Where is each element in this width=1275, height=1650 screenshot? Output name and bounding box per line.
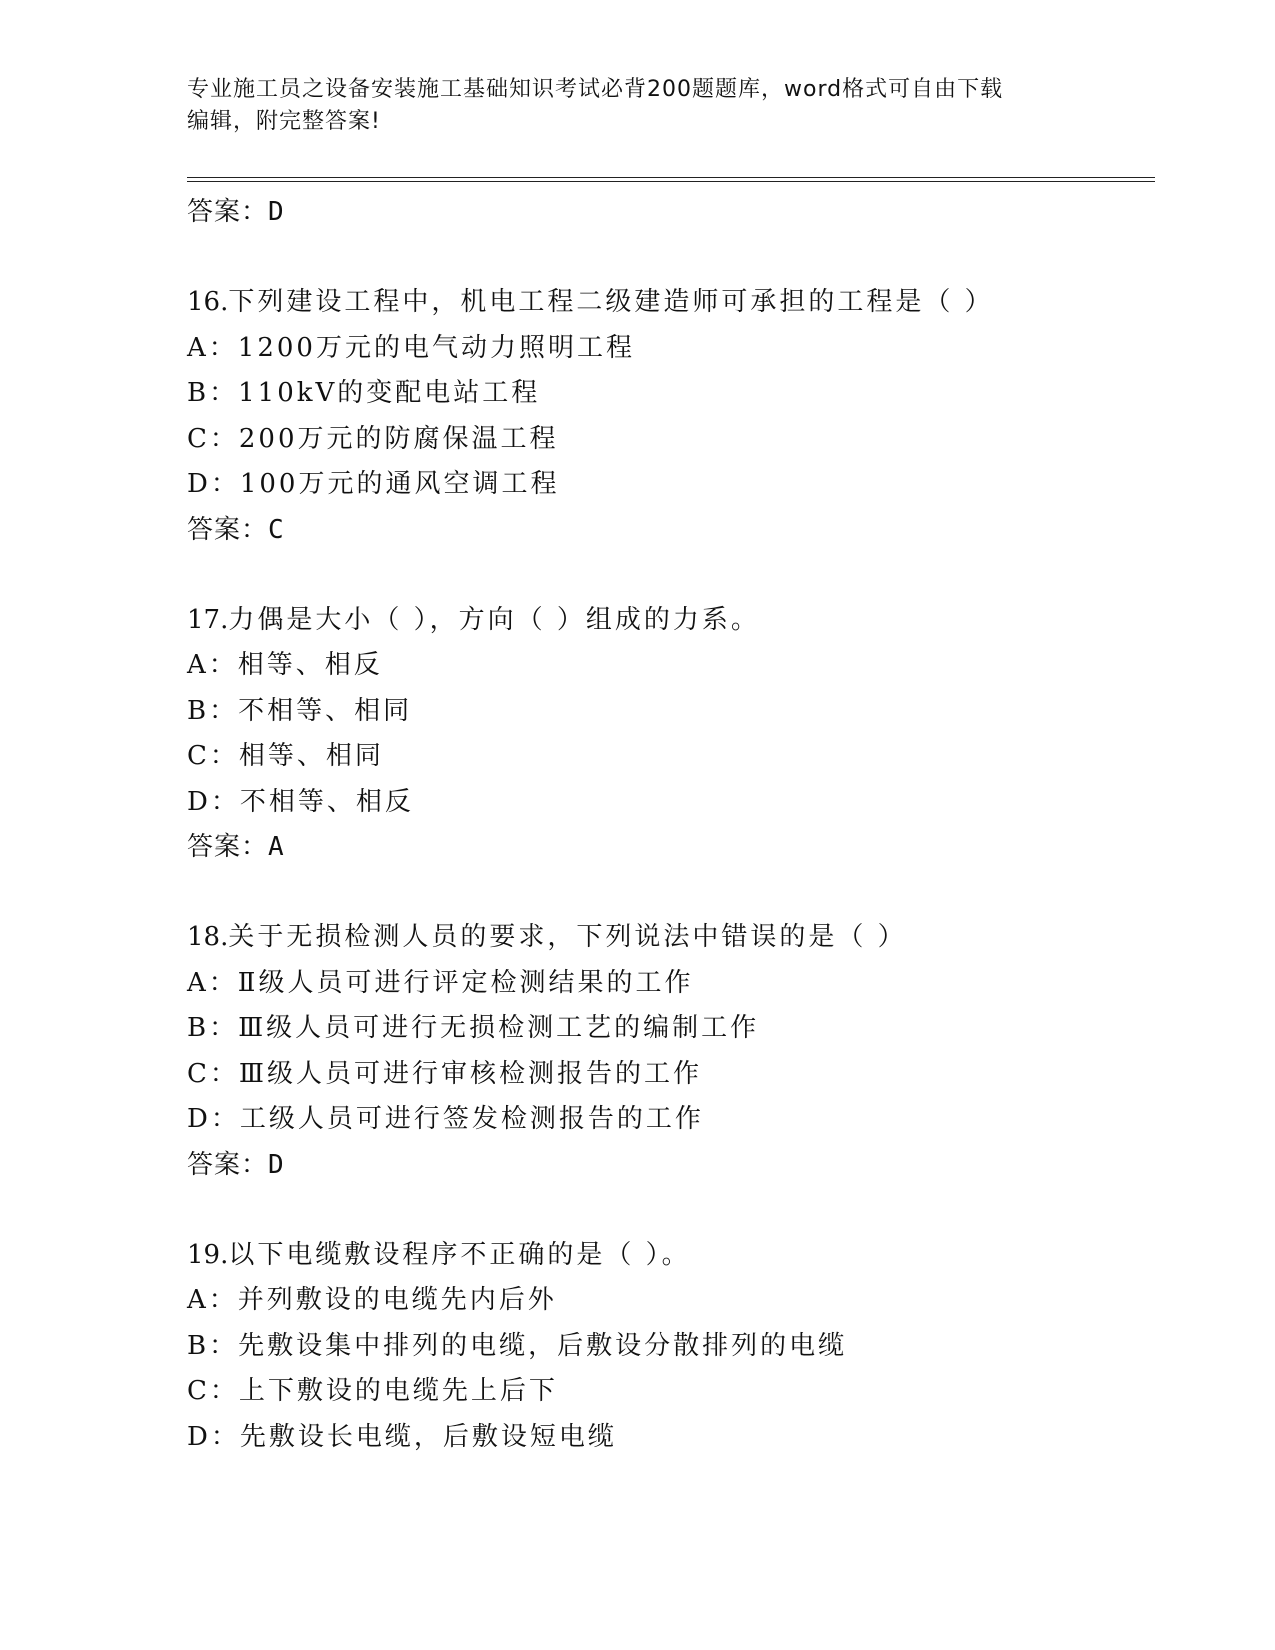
question-18 xyxy=(187,915,1155,1188)
option-b: B：110kV的变配电站工程 xyxy=(187,378,541,408)
answer-label: 答案： xyxy=(187,197,269,227)
option-b: B：Ⅲ级人员可进行无损检测工艺的编制工作 xyxy=(187,1013,760,1043)
option-c: C：200万元的防腐保温工程 xyxy=(187,423,559,454)
answer-line xyxy=(187,508,1155,553)
question-16 xyxy=(187,280,1155,553)
answer-label: 答案： xyxy=(187,1149,269,1180)
page-header xyxy=(187,74,1087,138)
question-text: 下列建设工程中，机电工程二级建造师可承担的工程是（ ） xyxy=(228,287,994,317)
document-body xyxy=(187,190,1155,1460)
answer-value: A xyxy=(268,832,285,862)
answer-label: 答案： xyxy=(187,832,269,862)
answer-value: D xyxy=(268,197,285,227)
option-a: A：Ⅱ级人员可进行评定检测结果的工作 xyxy=(187,967,694,998)
header-divider xyxy=(187,177,1155,182)
option-b: B：不相等、相同 xyxy=(187,695,413,726)
question-stem xyxy=(187,915,1155,961)
header-line-2: 编辑，附完整答案! xyxy=(187,109,381,134)
option-a: A：1200万元的电气动力照明工程 xyxy=(187,332,635,363)
option-a: A：并列敷设的电缆先内后外 xyxy=(187,1285,557,1315)
question-text: 关于无损检测人员的要求，下列说法中错误的是（ ） xyxy=(228,922,907,952)
question-17 xyxy=(187,598,1155,871)
answer-label: 答案： xyxy=(187,514,269,545)
question-text: 以下电缆敷设程序不正确的是（ ）。 xyxy=(228,1239,691,1270)
question-stem xyxy=(187,598,1155,644)
question-19 xyxy=(187,1233,1155,1461)
option-b: B：先敷设集中排列的电缆，后敷设分散排列的电缆 xyxy=(187,1330,848,1361)
question-number: 18. xyxy=(187,922,229,952)
answer-line xyxy=(187,190,1155,235)
answer-value: C xyxy=(268,514,285,545)
option-c: C：相等、相同 xyxy=(187,741,384,771)
option-d: D：不相等、相反 xyxy=(187,786,414,817)
answer-line xyxy=(187,825,1155,870)
header-line-1: 专业施工员之设备安装施工基础知识考试必背200题题库，word格式可自由下载 xyxy=(187,77,1004,102)
question-stem xyxy=(187,280,1155,326)
question-number: 19. xyxy=(187,1239,229,1270)
option-c: C：上下敷设的电缆先上后下 xyxy=(187,1376,558,1406)
question-number: 16. xyxy=(187,287,229,317)
question-stem xyxy=(187,1233,1155,1279)
option-a: A：相等、相反 xyxy=(187,650,383,680)
answer-line xyxy=(187,1143,1155,1188)
option-c: C：Ⅲ级人员可进行审核检测报告的工作 xyxy=(187,1058,702,1089)
option-d: D：100万元的通风空调工程 xyxy=(187,469,560,499)
question-number: 17. xyxy=(187,604,229,635)
answer-value: D xyxy=(268,1149,285,1180)
option-d: D：先敷设长电缆，后敷设短电缆 xyxy=(187,1421,617,1452)
option-d: D：工级人员可进行签发检测报告的工作 xyxy=(187,1104,704,1134)
question-text: 力偶是大小（ ），方向（ ）组成的力系。 xyxy=(228,604,760,635)
